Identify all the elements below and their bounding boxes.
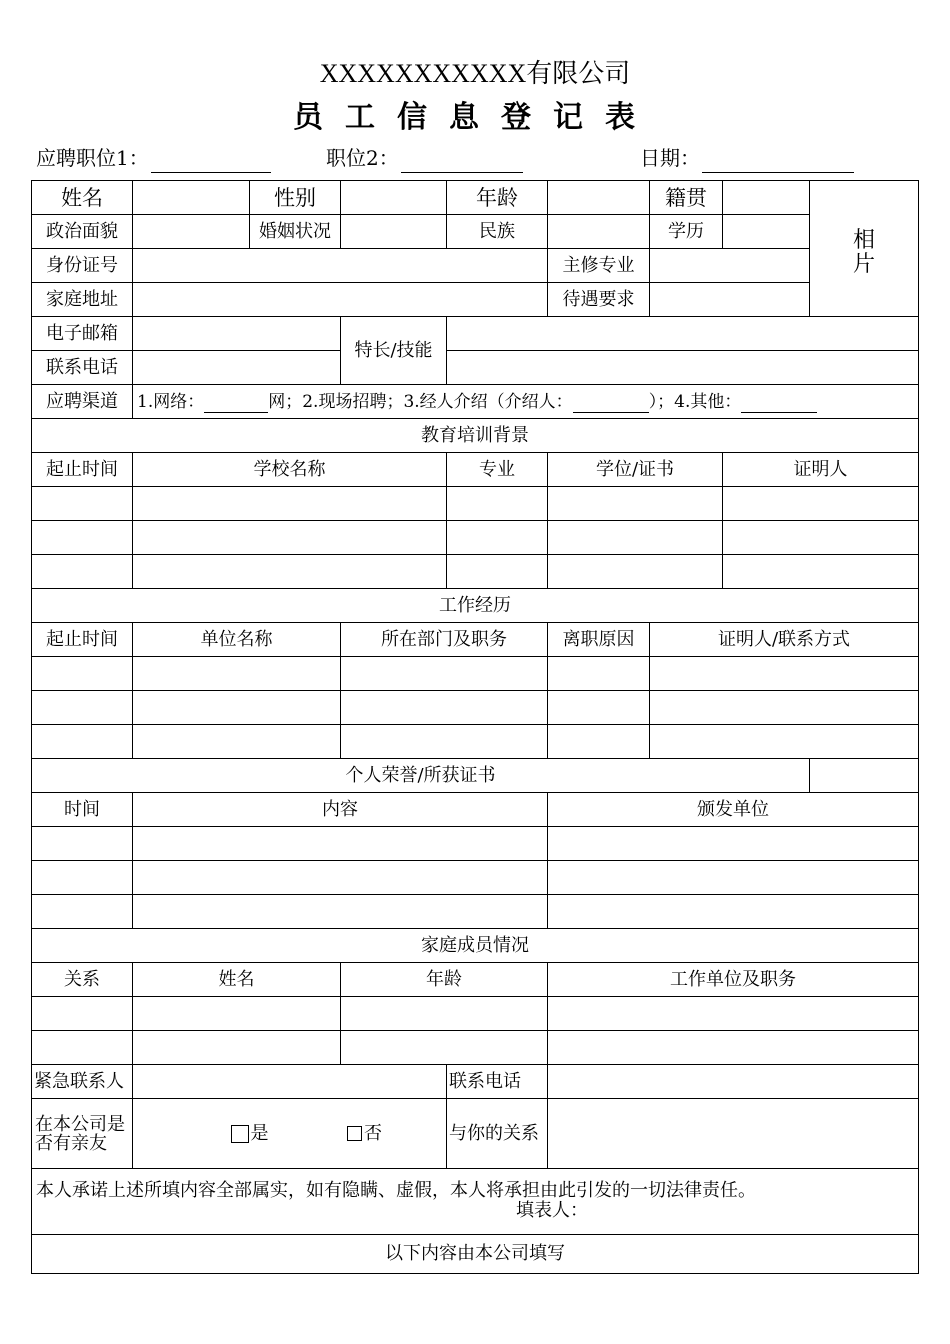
age-label: 年龄 (447, 181, 548, 215)
table-row (32, 895, 919, 929)
phone-label: 联系电话 (32, 351, 133, 385)
id-number-label: 身份证号 (32, 249, 133, 283)
yes-checkbox[interactable] (231, 1125, 249, 1143)
channel-options (133, 385, 919, 419)
honors-header-issuer: 颁发单位 (548, 793, 919, 827)
ethnic-label: 民族 (447, 215, 548, 249)
honors-header-time: 时间 (32, 793, 133, 827)
date-field (640, 143, 854, 173)
table-row (32, 691, 919, 725)
edu-header-period: 起止时间 (32, 453, 133, 487)
address-input[interactable] (133, 283, 548, 317)
edu-header-degree: 学位/证书 (548, 453, 723, 487)
honors-extra-cell[interactable] (810, 759, 919, 793)
major-label: 主修专业 (548, 249, 650, 283)
relatives-yes-option[interactable] (175, 1123, 325, 1145)
emergency-contact-input[interactable] (133, 1065, 447, 1099)
edu-header-school: 学校名称 (133, 453, 447, 487)
position2-blank[interactable] (401, 152, 523, 173)
family-header-age: 年龄 (341, 963, 548, 997)
channel-website-blank[interactable] (204, 395, 268, 413)
email-input[interactable] (133, 317, 341, 351)
education-input[interactable] (723, 215, 810, 249)
channel-label: 应聘渠道 (32, 385, 133, 419)
position1-blank[interactable] (151, 152, 271, 173)
work-header-reference: 证明人/联系方式 (650, 623, 919, 657)
channel-referrer-blank[interactable] (573, 395, 649, 413)
political-input[interactable] (133, 215, 250, 249)
channel-other-blank[interactable] (741, 395, 817, 413)
no-checkbox[interactable] (347, 1126, 362, 1141)
family-header-relation: 关系 (32, 963, 133, 997)
email-label: 电子邮箱 (32, 317, 133, 351)
political-label: 政治面貌 (32, 215, 133, 249)
table-row (32, 555, 919, 589)
yes-label: 是 (250, 1122, 269, 1144)
table-row (32, 997, 919, 1031)
table-row (32, 521, 919, 555)
table-row (32, 657, 919, 691)
work-section-title: 工作经历 (32, 589, 919, 623)
channel-opt2: 网；2.现场招聘；3.经人介绍（介绍人： (268, 391, 573, 412)
name-label: 姓名 (32, 181, 133, 215)
date-blank[interactable] (702, 152, 854, 173)
skills-label: 特长/技能 (341, 317, 447, 385)
relatives-no-option[interactable] (325, 1123, 405, 1145)
emergency-phone-label: 联系电话 (447, 1065, 548, 1099)
skills-input-1[interactable] (447, 317, 919, 351)
channel-opt3: ）；4.其他： (648, 391, 742, 412)
company-name: XXXXXXXXXXX有限公司 (319, 59, 631, 88)
declaration-text: 本人承诺上述所填内容全部属实，如有隐瞒、虚假，本人将承担由此引发的一切法律责任。 (36, 1180, 756, 1201)
table-row (32, 827, 919, 861)
position2-label: 职位2： (326, 146, 399, 170)
marital-label: 婚姻状况 (250, 215, 341, 249)
table-row (32, 1031, 919, 1065)
origin-input[interactable] (723, 181, 810, 215)
table-row (32, 487, 919, 521)
employee-info-table (31, 180, 919, 1274)
channel-opt1: 1.网络： (137, 391, 205, 412)
work-header-department: 所在部门及职务 (341, 623, 548, 657)
relation-input[interactable] (548, 1099, 919, 1169)
signer-label: 填表人： (516, 1200, 588, 1221)
honors-header-content: 内容 (133, 793, 548, 827)
family-section-title: 家庭成员情况 (32, 929, 919, 963)
gender-label: 性别 (250, 181, 341, 215)
education-label: 学历 (650, 215, 723, 249)
form-title: 员工信息登记表 (293, 100, 657, 135)
table-row (32, 725, 919, 759)
position1-field (36, 143, 271, 173)
declaration-cell (32, 1169, 919, 1235)
relatives-question: 在本公司是否有亲友 (32, 1099, 133, 1169)
age-input[interactable] (548, 181, 650, 215)
photo-area[interactable] (810, 181, 919, 317)
work-header-period: 起止时间 (32, 623, 133, 657)
family-header-name: 姓名 (133, 963, 341, 997)
table-row (32, 861, 919, 895)
emergency-contact-label: 紧急联系人 (32, 1065, 133, 1099)
id-number-input[interactable] (133, 249, 548, 283)
honors-section-title: 个人荣誉/所获证书 (32, 759, 810, 793)
edu-header-major: 专业 (447, 453, 548, 487)
phone-input[interactable] (133, 351, 341, 385)
skills-input-2[interactable] (447, 351, 919, 385)
work-header-reason: 离职原因 (548, 623, 650, 657)
position1-label: 应聘职位1： (36, 146, 149, 170)
marital-input[interactable] (341, 215, 447, 249)
edu-header-reference: 证明人 (723, 453, 919, 487)
salary-label: 待遇要求 (548, 283, 650, 317)
work-header-company: 单位名称 (133, 623, 341, 657)
date-label: 日期： (640, 146, 700, 170)
relation-label: 与你的关系 (447, 1099, 548, 1169)
position2-field (326, 143, 523, 173)
emergency-phone-input[interactable] (548, 1065, 919, 1099)
family-header-employer: 工作单位及职务 (548, 963, 919, 997)
no-label: 否 (364, 1122, 382, 1144)
address-label: 家庭地址 (32, 283, 133, 317)
gender-input[interactable] (341, 181, 447, 215)
name-input[interactable] (133, 181, 250, 215)
company-fill-title: 以下内容由本公司填写 (32, 1235, 919, 1274)
relatives-options (133, 1099, 447, 1169)
education-section-title: 教育培训背景 (32, 419, 919, 453)
origin-label: 籍贯 (650, 181, 723, 215)
ethnic-input[interactable] (548, 215, 650, 249)
photo-label: 相片 (853, 228, 876, 277)
salary-input[interactable] (650, 283, 810, 317)
major-input[interactable] (650, 249, 810, 283)
